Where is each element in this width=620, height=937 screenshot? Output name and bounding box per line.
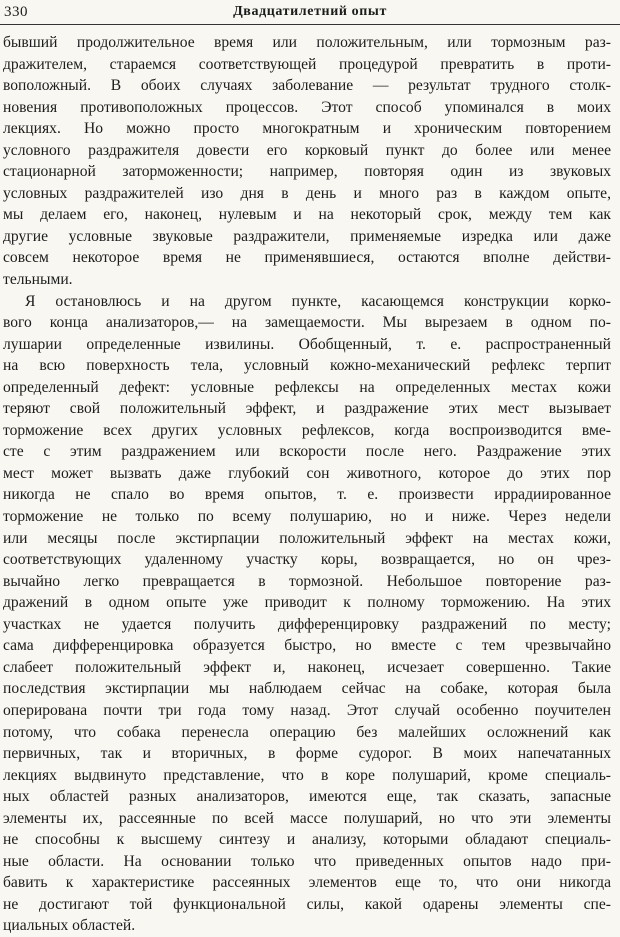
text-line: соответствующих удаленному участку коры, возвращается, но он чрез- [3, 551, 611, 569]
text-line: вычайно легко превращается в тормозной. Небольшое повторение раз- [3, 572, 611, 590]
text-line: на всю поверхность тела, условный кожно-механический рефлекс терпит [3, 357, 611, 375]
text-line: мест может вызвать даже глубокий сон животного, которое до этих пор [3, 464, 611, 482]
text-line: бывший продолжительное время или положительным, или тормозным раз- [3, 34, 611, 51]
text-line: элементы их, рассеянные по всей массе полушарий, но что эти элементы [3, 809, 611, 827]
text-line: лушарии определенные извилины. Обобщенный, т. е. распространенный [3, 335, 611, 353]
body-text [3, 32, 611, 937]
text-line: бавить к характеристике рассеянных элементов еще то, что они никогда [3, 874, 611, 892]
page-number: 330 [4, 4, 28, 20]
text-line: последствия экстирпации мы наблюдаем сейчас на собаке, которая была [3, 680, 611, 698]
text-line: потому, что собака перенесла операцию без малейших осложнений как [3, 723, 611, 741]
text-line: стационарной заторможенности; например, повторяя один из звуковых [3, 163, 611, 181]
header-rule [0, 24, 620, 25]
paragraph [3, 32, 611, 291]
text-line: тельными. [3, 271, 73, 289]
text-line: лекциях. Но можно просто многократным и хроническим повторением [3, 120, 611, 138]
text-line: оперирована почти три года тому назад. Этот случай особенно поучителен [3, 701, 611, 719]
text-line: вого конца анализаторов,— на замещаемости. Мы вырезаем в одном по- [3, 314, 611, 332]
text-line: Я остановлюсь и на другом пункте, касающемся конструкции корко- [25, 292, 611, 310]
text-line: дражений в одном опыте уже приводит к полному торможению. На этих [3, 594, 611, 612]
text-line: определенный дефект: условные рефлексы на определенных местах кожи [3, 378, 611, 396]
text-line: сте с этим раздражением или вскорости после него. Раздражение этих [3, 443, 611, 461]
text-line: никогда не спало во время опытов, т. е. произвести иррадиированное [3, 486, 611, 504]
text-line: или месяцы после экстирпации положительный эффект на местах кожи, [3, 529, 611, 547]
paragraph [3, 291, 611, 937]
text-line: ные области. На основании только что приведенных опытов надо при- [3, 852, 611, 870]
text-line: торможение всех других условных рефлексов, когда воспроизводится вме- [3, 421, 611, 439]
text-line: не способны к высшему синтезу и анализу, которыми обладают специаль- [3, 831, 611, 849]
text-line: новения противоположных процессов. Этот способ упоминался в моих [3, 98, 611, 116]
text-line: условных раздражителей изо дня в день и много раз в каждом опыте, [3, 184, 611, 202]
running-title: Двадцатилетний опыт [233, 4, 387, 19]
text-line: слабеет положительный эффект и, наконец, исчезает совершенно. Такие [3, 658, 611, 676]
text-line: дражителем, стараемся соответствующей процедурой превратить в проти- [3, 55, 611, 73]
text-line: лекциях выдвинуто представление, что в коре полушарий, кроме специаль- [3, 766, 611, 784]
text-line: не достигают той функциональной силы, какой одарены элементы спе- [3, 895, 611, 913]
text-line: циальных областей. [3, 917, 136, 935]
text-line: воположный. В обоих случаях заболевание — результат трудного столк- [3, 77, 611, 95]
text-line: торможение не только по всему полушарию, но и ниже. Через недели [3, 508, 611, 526]
text-line: первичных, так и вторичных, в форме судорог. В моих напечатанных [3, 745, 611, 763]
text-line: другие условные звуковые раздражители, применяемые изредка или даже [3, 227, 611, 245]
text-line: участках не удается получить дифференцировку раздражений по месту; [3, 615, 611, 633]
text-line: мы делаем его, наконец, нулевым и на некоторый срок, между тем как [3, 206, 611, 224]
text-line: ных областей разных анализаторов, имеются еще, так сказать, запасные [3, 788, 611, 806]
text-line: теряют свой положительный эффект, и раздражение этих мест вызывает [3, 400, 611, 418]
text-line: условного раздражителя довести его корковый пункт до более или менее [3, 141, 611, 159]
text-line: сама дифференцировка образуется быстро, но вместе с тем чрезвычайно [3, 637, 611, 655]
text-line: совсем некоторое время не применявшиеся, остаются вполне действи- [3, 249, 611, 267]
page-header [0, 0, 620, 26]
